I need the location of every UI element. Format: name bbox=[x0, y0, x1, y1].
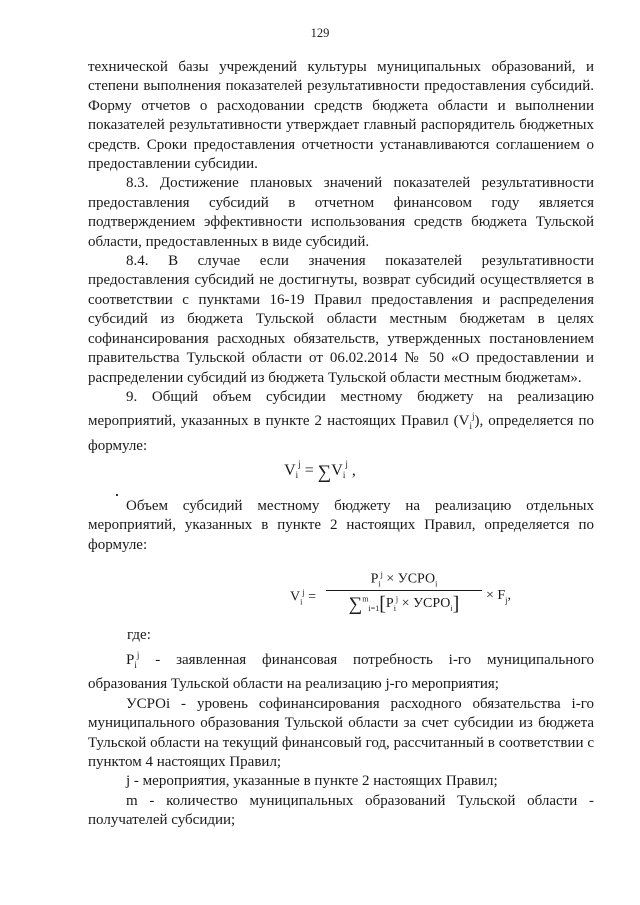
formula-fraction bbox=[324, 570, 484, 616]
where-label: где: bbox=[127, 627, 151, 643]
definition-usro: УСРОi - уровень софинансирования расходного обязательства i-го муниципального образования Тульской области за счет субсидии из бюджета Тульской области на текущий финансовый год, рассчитанный в соответствии с пунктом 4 настоящих Правил; bbox=[88, 695, 594, 771]
paragraph-volume: Объем субсидий местному бюджету на реализацию отдельных мероприятий, указанных в пункте 2 настоящих Правил, определяется по формуле: bbox=[88, 498, 594, 553]
paragraph-9-tail: ), определяется по формуле: bbox=[88, 413, 594, 454]
paragraph-continuation: технической базы учреждений культуры муниципальных образований, и степени выполнения показателей результативности предоставления субсидий. Форму отчетов о расходовании средств бюджета области и выполнении показателей результативности утверждает главный распорядитель бюджетных средств. Сроки предоставления отчетности устанавливаются соглашением о предоставлении субсидии. bbox=[88, 59, 594, 173]
sym-j: j bbox=[472, 411, 475, 422]
paragraph-8-4: 8.4. В случае если значения показателей результативности предоставления субсидий не достигнуты, возврат субсидий осуществляется в соответствии с пунктами 16-19 Правил предоставления и распределения субсидий из бюджета Тульской области местным бюджетам в целях софинансирования расходных обязательств, утвержденных постановлением правительства Тульской области от 06.02.2014 № 50 «О предоставлении и распределении субсидий из бюджета Тульской области местным бюджетам». bbox=[88, 253, 594, 386]
paragraph-9-text: 9. Общий объем субсидии местному бюджету на реализацию мероприятий, указанных в пункте 2 настоящих Правил (V bbox=[88, 388, 594, 430]
definition-j: j - мероприятия, указанные в пункте 2 настоящих Правил; bbox=[126, 773, 498, 790]
formula-numerator: $P_i^j$ × $УСРО_i$ bbox=[370, 570, 438, 589]
body-text-top bbox=[88, 58, 594, 456]
paragraph-8-3: 8.3. Достижение плановых значений показателей результативности предоставления субсидий в отчетном финансовом году является подтверждением эффективности использования средств бюджета Тульской области, предоставленных в виде субсидий. bbox=[88, 175, 594, 250]
definition-p: $P_i^j$ - заявленная финансовая потребность i-го муниципального образования Тульской области на реализацию j-го мероприятия; bbox=[88, 650, 594, 693]
formula-denominator: $\sum^m_{i=1}[P_i^j$ × $УСРО_i$] bbox=[348, 593, 460, 615]
definitions-list bbox=[88, 646, 594, 831]
scan-dot bbox=[116, 494, 118, 496]
formula-total: $V_i^j = \sum V_i^j$ , bbox=[284, 459, 356, 483]
page-number: 129 bbox=[310, 26, 330, 40]
body-text-mid bbox=[88, 497, 594, 555]
sym-i: i bbox=[469, 421, 472, 432]
formula-lhs: $V_i^j$ = bbox=[290, 588, 316, 607]
formula-rhs: × $F_j$, bbox=[486, 588, 511, 605]
definition-m: m - количество муниципальных образований Тульской области - получателей субсидии; bbox=[88, 792, 594, 829]
paragraph-9 bbox=[88, 388, 594, 456]
